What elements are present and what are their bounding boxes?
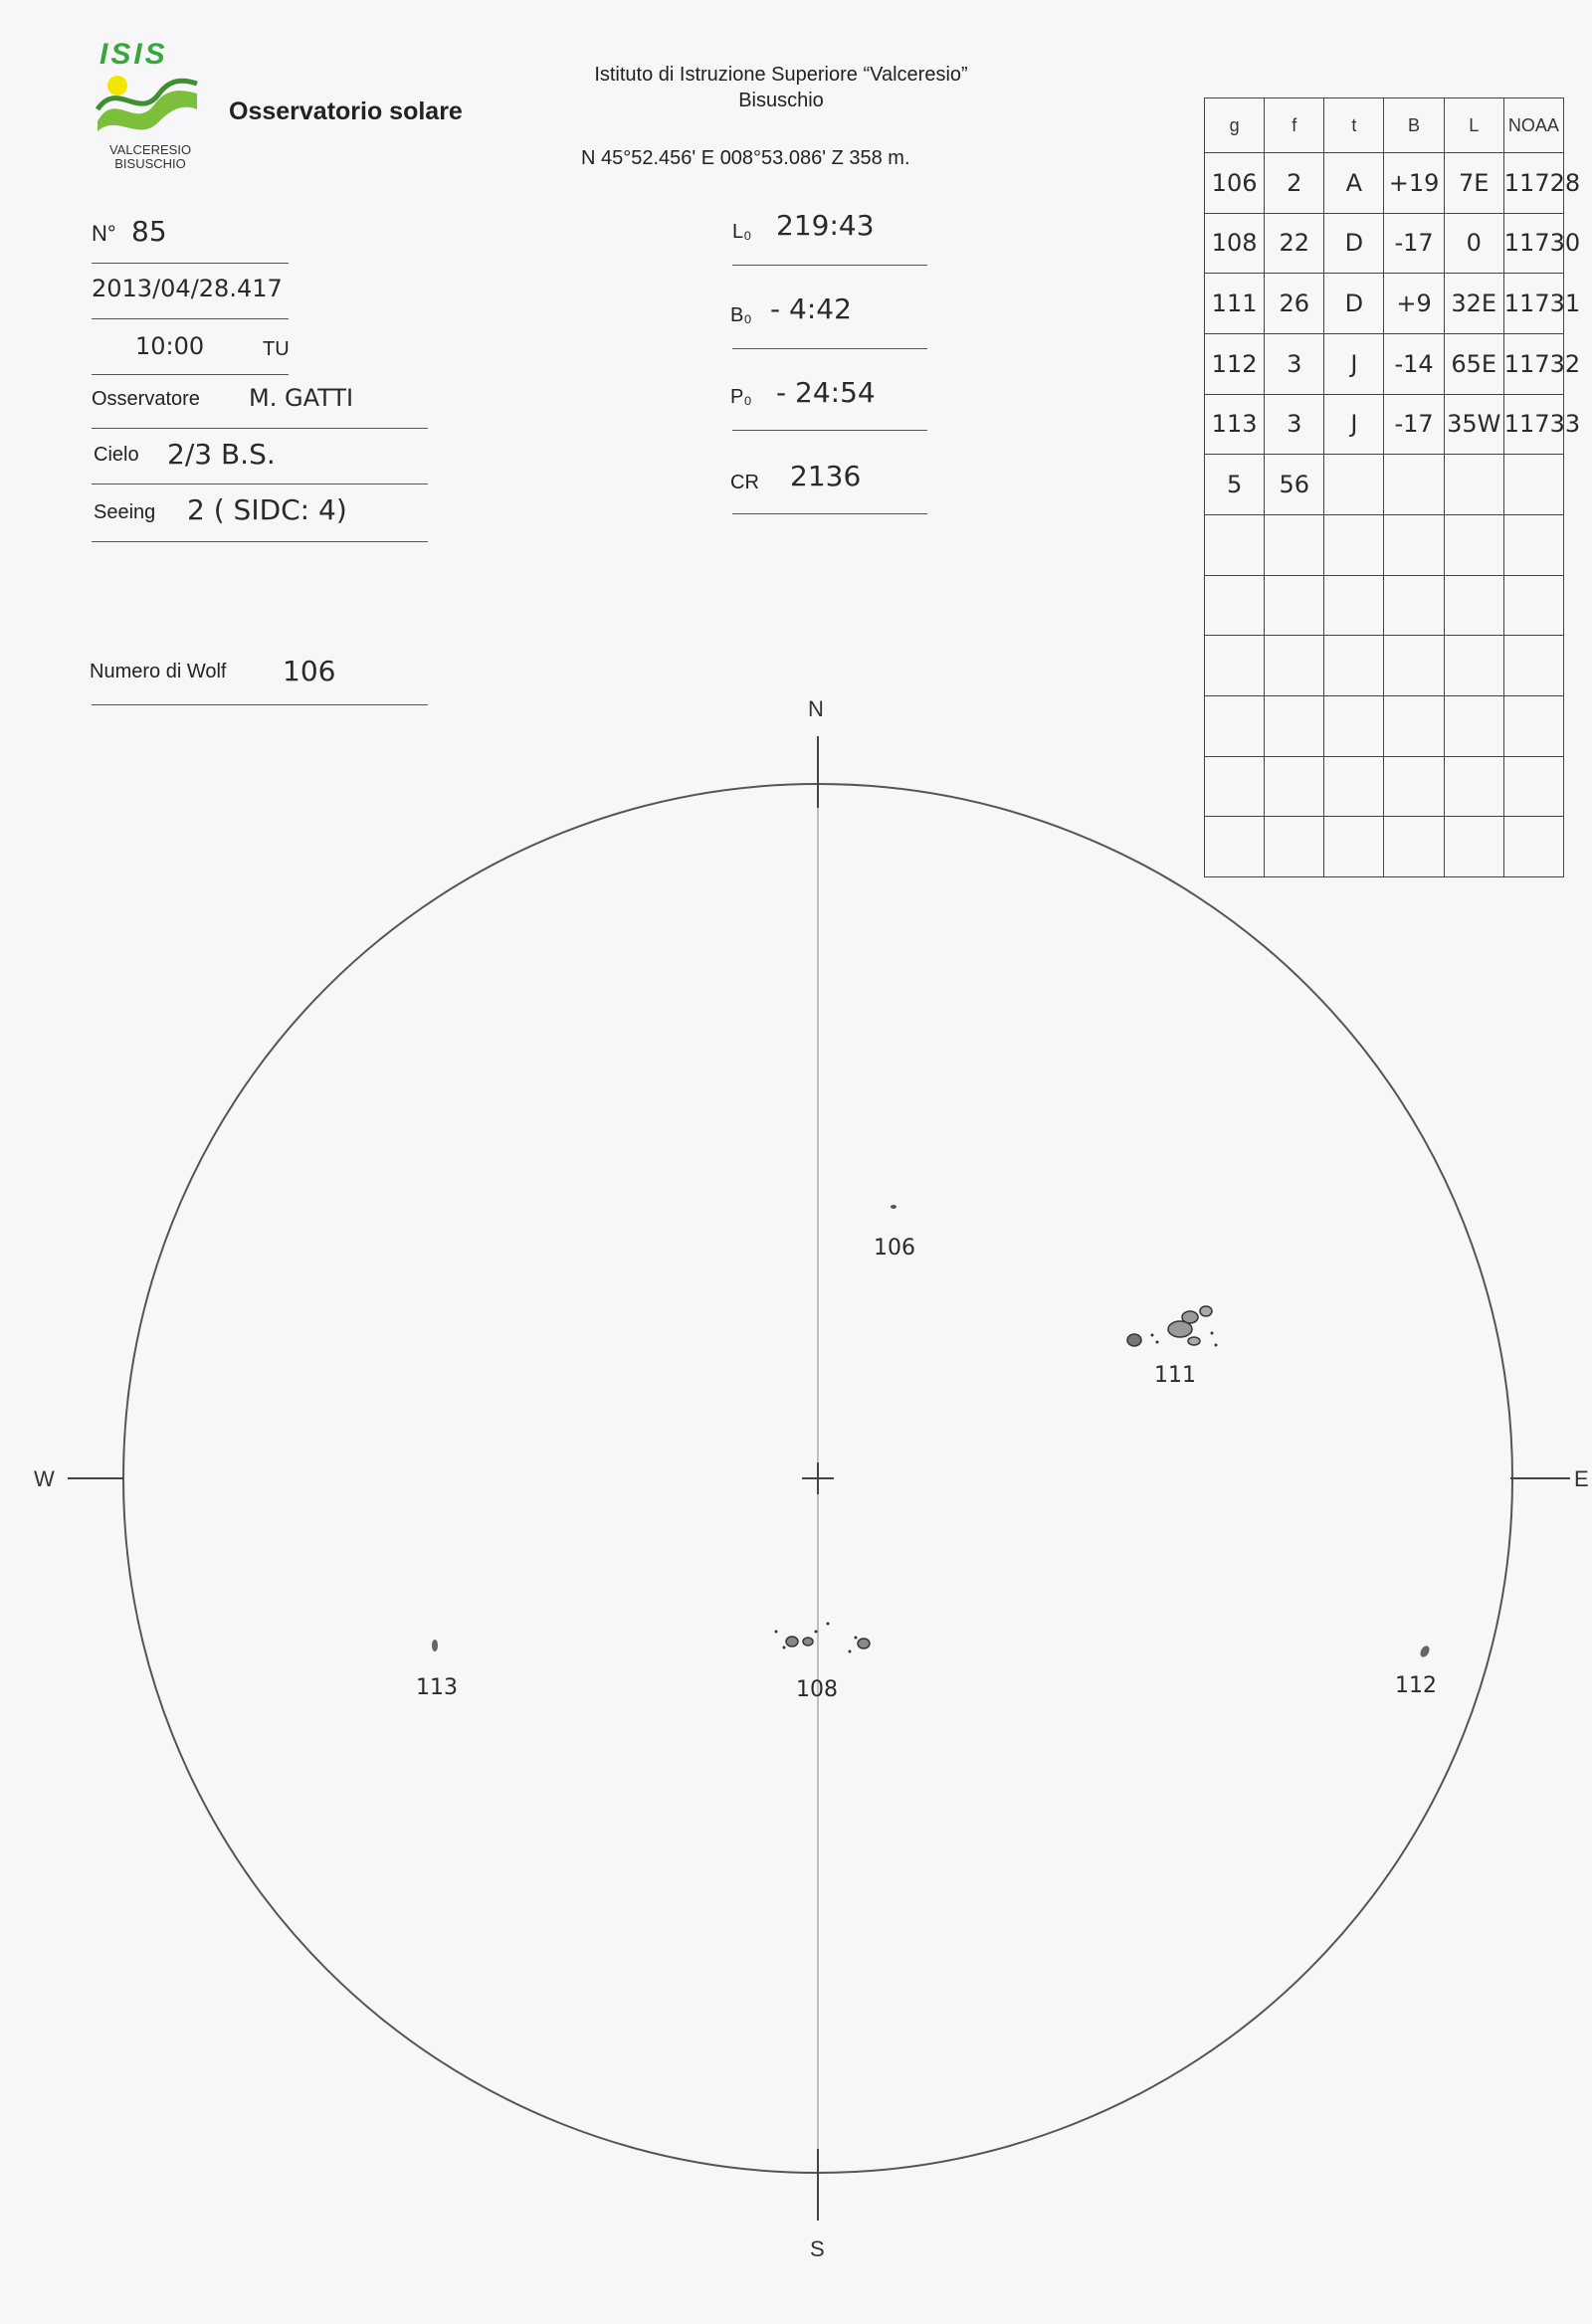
logo-isis-text: ISIS <box>100 38 168 71</box>
table-cell: 111 <box>1205 274 1265 334</box>
sky-value: 2/3 B.S. <box>167 438 276 471</box>
table-cell: J <box>1324 394 1384 455</box>
sunspot-group-106-spots <box>891 1205 896 1209</box>
table-cell: 22 <box>1265 213 1324 274</box>
table-cell: 106 <box>1205 153 1265 214</box>
table-cell: 11732 <box>1503 333 1563 394</box>
column-header: L <box>1444 98 1503 153</box>
west-label: W <box>34 1466 55 1491</box>
table-cell: 11728 <box>1503 153 1563 214</box>
column-header: B <box>1384 98 1444 153</box>
l0-value: 219:43 <box>776 209 875 242</box>
institute-line2: Bisuschio <box>738 90 824 111</box>
table-cell: A <box>1324 153 1384 214</box>
table-cell: 26 <box>1265 274 1324 334</box>
table-cell: +9 <box>1384 274 1444 334</box>
column-header: f <box>1265 98 1324 153</box>
north-label: N <box>808 696 824 721</box>
wolf-number-value: 106 <box>283 655 336 687</box>
l0-label: L₀ <box>732 221 752 243</box>
table-cell: J <box>1324 333 1384 394</box>
observer-value: M. GATTI <box>249 384 354 412</box>
table-cell: 113 <box>1205 394 1265 455</box>
table-cell: 3 <box>1265 394 1324 455</box>
carrington-rotation-label: CR <box>730 472 759 493</box>
table-cell: +19 <box>1384 153 1444 214</box>
table-cell: 11730 <box>1503 213 1563 274</box>
table-cell: 65E <box>1444 333 1503 394</box>
table-cell: -14 <box>1384 333 1444 394</box>
page-title: Osservatorio solare <box>229 97 463 125</box>
table-cell: 56 <box>1265 455 1324 515</box>
b0-value: - 4:42 <box>770 292 852 325</box>
p0-label: P₀ <box>730 386 752 408</box>
sunspot-group-113-spots <box>432 1640 438 1651</box>
group-label-113: 113 <box>416 1675 458 1700</box>
east-label: E <box>1574 1466 1589 1491</box>
logo-caption-line2: BISUSCHIO <box>114 156 186 171</box>
column-header: NOAA <box>1503 98 1563 153</box>
sunspot-group-108-spots <box>775 1623 871 1653</box>
number-label: N° <box>92 221 116 246</box>
table-cell: 112 <box>1205 333 1265 394</box>
sunspot-group-112-spots <box>1419 1645 1432 1658</box>
logo-caption-line1: VALCERESIO <box>108 142 192 157</box>
table-cell: 108 <box>1205 213 1265 274</box>
table-cell: D <box>1324 274 1384 334</box>
group-label-108: 108 <box>796 1677 838 1702</box>
number-value: 85 <box>131 215 167 248</box>
table-cell: 35W <box>1444 394 1503 455</box>
seeing-label: Seeing <box>94 501 156 523</box>
table-cell: 11731 <box>1503 274 1563 334</box>
institute-line1: Istituto di Istruzione Superiore “Valceresio” <box>594 64 968 86</box>
observation-time: 10:00 <box>135 332 205 360</box>
table-cell: 7E <box>1444 153 1503 214</box>
p0-value: - 24:54 <box>776 376 876 409</box>
carrington-rotation-value: 2136 <box>790 460 862 492</box>
table-cell: 11733 <box>1503 394 1563 455</box>
sky-label: Cielo <box>94 444 139 466</box>
seeing-value: 2 ( SIDC: 4) <box>187 493 347 526</box>
table-cell: 32E <box>1444 274 1503 334</box>
time-zone: TU <box>263 338 290 360</box>
wolf-number-label: Numero di Wolf <box>90 661 227 682</box>
observation-date: 2013/04/28.417 <box>92 275 283 302</box>
sunspot-group-111-spots <box>1127 1306 1218 1347</box>
observatory-coordinates: N 45°52.456' E 008°53.086' Z 358 m. <box>581 147 910 169</box>
group-label-112: 112 <box>1395 1673 1437 1698</box>
observer-label: Osservatore <box>92 388 200 410</box>
table-cell: -17 <box>1384 213 1444 274</box>
table-cell: 3 <box>1265 333 1324 394</box>
column-header: g <box>1205 98 1265 153</box>
south-label: S <box>810 2236 825 2261</box>
table-cell: 5 <box>1205 455 1265 515</box>
column-header: t <box>1324 98 1384 153</box>
table-cell: 2 <box>1265 153 1324 214</box>
table-cell: 0 <box>1444 213 1503 274</box>
group-label-111: 111 <box>1154 1363 1196 1388</box>
table-cell: -17 <box>1384 394 1444 455</box>
table-cell: D <box>1324 213 1384 274</box>
b0-label: B₀ <box>730 304 752 326</box>
group-label-106: 106 <box>874 1236 915 1260</box>
